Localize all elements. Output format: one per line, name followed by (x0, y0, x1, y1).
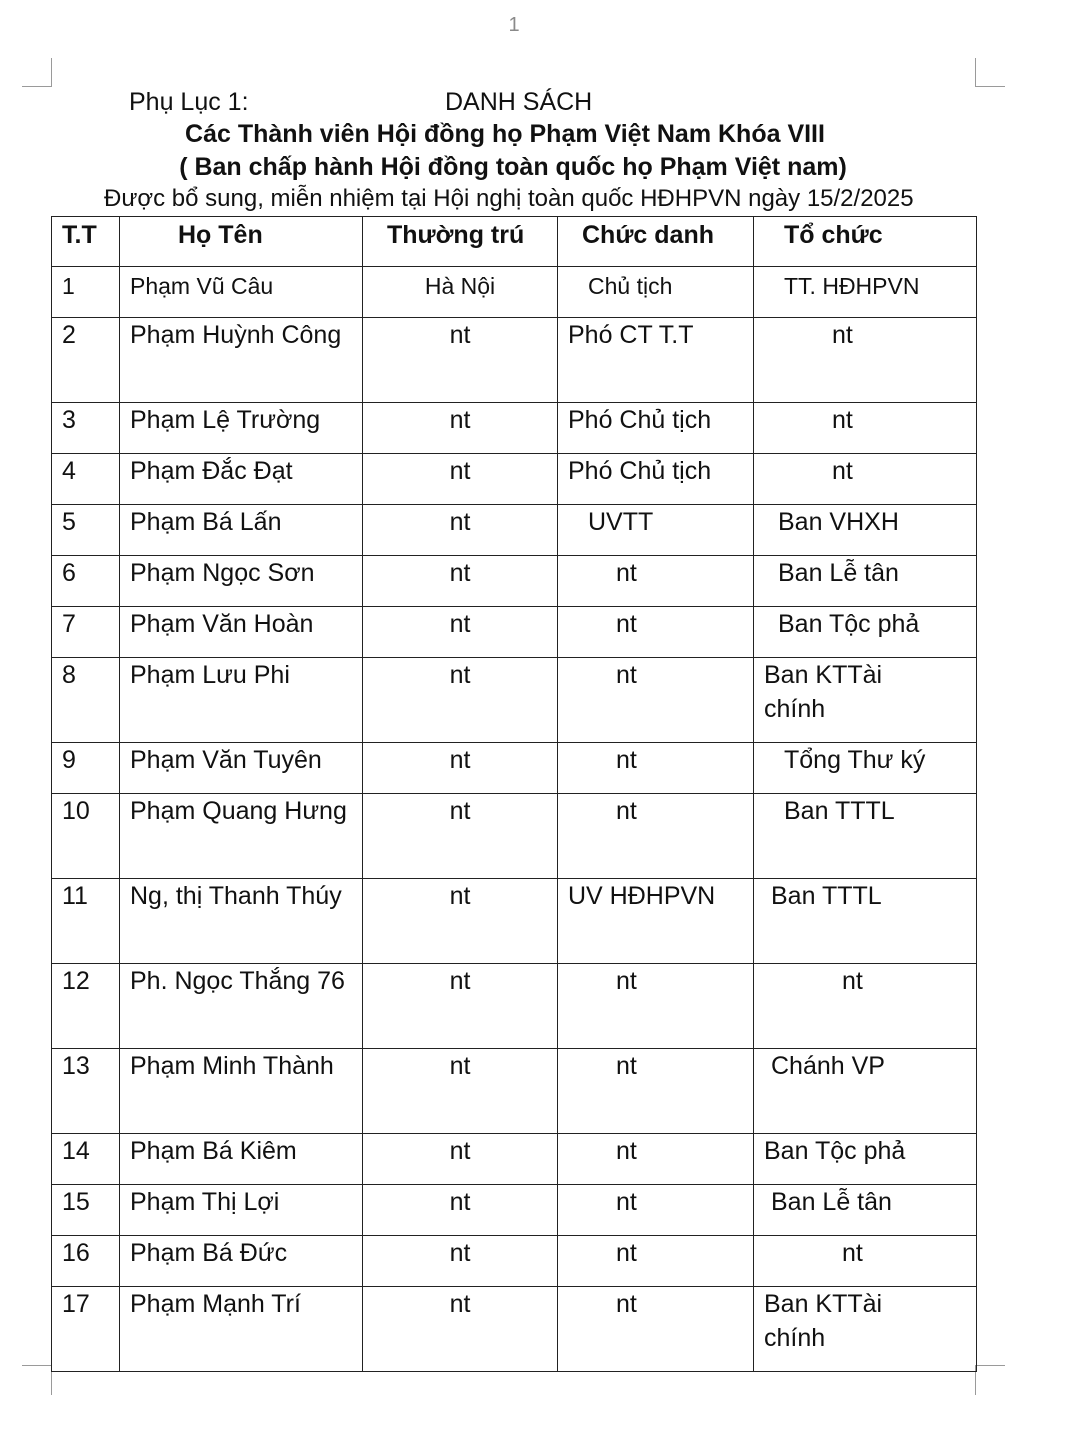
cell-tt: 14 (52, 1134, 120, 1185)
cell-name: Phạm Ngọc Sơn (120, 556, 363, 607)
cell-org: Ban KTTài chính (754, 1287, 977, 1372)
cell-org: nt (754, 964, 977, 1049)
cell-position: nt (558, 743, 754, 794)
cell-name: Ph. Ngọc Thắng 76 (120, 964, 363, 1049)
cell-residence: nt (363, 556, 558, 607)
cell-residence: nt (363, 1287, 558, 1372)
cell-org: Ban VHXH (754, 505, 977, 556)
cell-tt: 5 (52, 505, 120, 556)
page-number: 1 (508, 14, 520, 36)
cell-position: nt (558, 964, 754, 1049)
cell-name: Phạm Bá Đức (120, 1236, 363, 1287)
table-row (52, 879, 977, 964)
cell-tt: 13 (52, 1049, 120, 1134)
document-title: DANH SÁCH (445, 88, 593, 116)
document-subtitle-2: ( Ban chấp hành Hội đồng toàn quốc họ Phạm Việt nam) (179, 153, 847, 181)
cell-position: nt (558, 1185, 754, 1236)
cell-name: Phạm Vũ Câu (120, 267, 363, 318)
corner-mark-bottom-left-h (22, 1365, 52, 1366)
table-row (52, 318, 977, 403)
cell-position: nt (558, 794, 754, 879)
cell-org: Ban TTTL (754, 794, 977, 879)
cell-org: TT. HĐHPVN (754, 267, 977, 318)
cell-name: Phạm Văn Tuyên (120, 743, 363, 794)
corner-mark-top-right-v (975, 58, 976, 86)
table-row (52, 556, 977, 607)
cell-tt: 3 (52, 403, 120, 454)
cell-position: Chủ tịch (558, 267, 754, 318)
cell-position: UV HĐHPVN (558, 879, 754, 964)
cell-name: Phạm Huỳnh Công (120, 318, 363, 403)
cell-residence: nt (363, 743, 558, 794)
cell-residence: nt (363, 318, 558, 403)
cell-tt: 10 (52, 794, 120, 879)
cell-residence: nt (363, 1236, 558, 1287)
cell-tt: 7 (52, 607, 120, 658)
cell-name: Phạm Bá Kiêm (120, 1134, 363, 1185)
table-row (52, 1134, 977, 1185)
table-row (52, 1185, 977, 1236)
column-header-residence: Thường trú (363, 217, 558, 267)
appendix-label: Phụ Lục 1: (129, 88, 249, 116)
cell-position: UVTT (558, 505, 754, 556)
cell-position: nt (558, 658, 754, 743)
table-row (52, 964, 977, 1049)
cell-tt: 2 (52, 318, 120, 403)
cell-tt: 15 (52, 1185, 120, 1236)
cell-org: Ban Lễ tân (754, 1185, 977, 1236)
cell-position: nt (558, 556, 754, 607)
cell-position: nt (558, 1236, 754, 1287)
cell-residence: nt (363, 1134, 558, 1185)
cell-name: Phạm Đắc Đạt (120, 454, 363, 505)
cell-name: Phạm Lưu Phi (120, 658, 363, 743)
cell-name: Phạm Minh Thành (120, 1049, 363, 1134)
cell-org: Ban TTTL (754, 879, 977, 964)
cell-position: nt (558, 1049, 754, 1134)
cell-org: Ban KTTài chính (754, 658, 977, 743)
cell-residence: nt (363, 1185, 558, 1236)
table-row (52, 794, 977, 879)
cell-residence: Hà Nội (363, 267, 558, 318)
cell-org: Tổng Thư ký (754, 743, 977, 794)
table-row (52, 505, 977, 556)
cell-org: Ban Tộc phả (754, 1134, 977, 1185)
cell-position: Phó Chủ tịch (558, 403, 754, 454)
cell-name: Phạm Lệ Trường (120, 403, 363, 454)
cell-residence: nt (363, 879, 558, 964)
column-header-tt: T.T (52, 217, 120, 267)
cell-name: Phạm Bá Lấn (120, 505, 363, 556)
cell-residence: nt (363, 964, 558, 1049)
cell-residence: nt (363, 403, 558, 454)
cell-name: Phạm Mạnh Trí (120, 1287, 363, 1372)
table-row (52, 454, 977, 505)
cell-tt: 16 (52, 1236, 120, 1287)
corner-mark-top-left-v (51, 58, 52, 86)
table-row (52, 1049, 977, 1134)
cell-residence: nt (363, 1049, 558, 1134)
cell-residence: nt (363, 454, 558, 505)
cell-org: nt (754, 1236, 977, 1287)
cell-residence: nt (363, 607, 558, 658)
document-subtitle: Các Thành viên Hội đồng họ Phạm Việt Nam Khóa VIII (185, 120, 825, 148)
cell-position: nt (558, 607, 754, 658)
members-table (51, 216, 977, 1372)
cell-org: nt (754, 454, 977, 505)
cell-org: nt (754, 403, 977, 454)
cell-tt: 1 (52, 267, 120, 318)
cell-residence: nt (363, 658, 558, 743)
table-row (52, 743, 977, 794)
cell-org: nt (754, 318, 977, 403)
table-row (52, 1236, 977, 1287)
cell-position: nt (558, 1287, 754, 1372)
cell-tt: 12 (52, 964, 120, 1049)
cell-org: Chánh VP (754, 1049, 977, 1134)
column-header-name: Họ Tên (120, 217, 363, 267)
document-subtitle-3: Được bổ sung, miễn nhiệm tại Hội nghị toàn quốc HĐHPVN ngày 15/2/2025 (104, 185, 914, 212)
cell-tt: 9 (52, 743, 120, 794)
table-header-row (52, 217, 977, 267)
column-header-org: Tổ chức (754, 217, 977, 267)
cell-position: Phó CT T.T (558, 318, 754, 403)
cell-residence: nt (363, 505, 558, 556)
corner-mark-top-right-h (975, 86, 1005, 87)
cell-name: Phạm Quang Hưng (120, 794, 363, 879)
cell-name: Phạm Văn Hoàn (120, 607, 363, 658)
table-row (52, 267, 977, 318)
table-row (52, 607, 977, 658)
table-row (52, 403, 977, 454)
cell-position: Phó Chủ tịch (558, 454, 754, 505)
cell-tt: 4 (52, 454, 120, 505)
cell-position: nt (558, 1134, 754, 1185)
cell-tt: 8 (52, 658, 120, 743)
cell-org: Ban Tộc phả (754, 607, 977, 658)
table-row (52, 658, 977, 743)
cell-residence: nt (363, 794, 558, 879)
cell-name: Ng, thị Thanh Thúy (120, 879, 363, 964)
corner-mark-bottom-right-h (975, 1365, 1005, 1366)
column-header-position: Chức danh (558, 217, 754, 267)
cell-name: Phạm Thị Lợi (120, 1185, 363, 1236)
cell-org: Ban Lễ tân (754, 556, 977, 607)
corner-mark-top-left-h (22, 86, 52, 87)
cell-tt: 11 (52, 879, 120, 964)
cell-tt: 17 (52, 1287, 120, 1372)
table-row (52, 1287, 977, 1372)
cell-tt: 6 (52, 556, 120, 607)
